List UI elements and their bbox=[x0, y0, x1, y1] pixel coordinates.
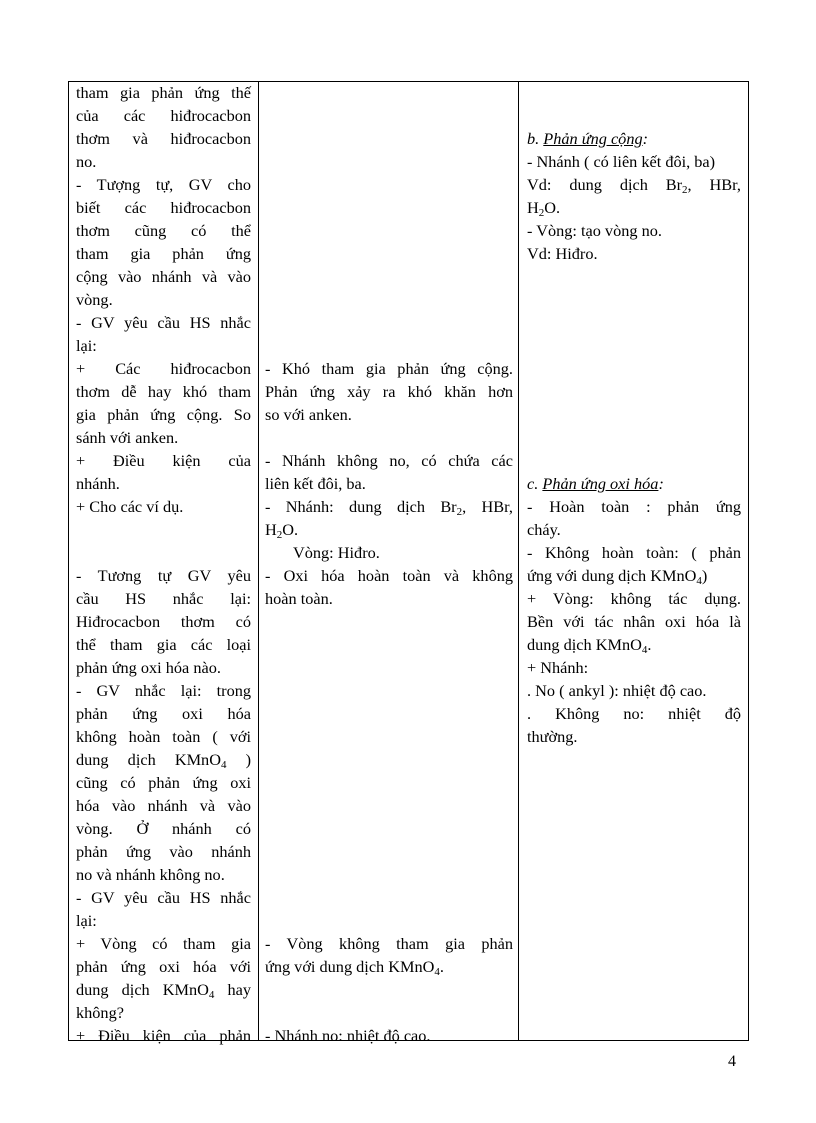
text-line: thơm cũng có thể bbox=[76, 221, 251, 240]
text-line: vòng. Ở nhánh có bbox=[76, 819, 251, 838]
lesson-table bbox=[68, 81, 749, 1045]
text-run: dung dịch KMnO bbox=[527, 635, 642, 654]
text-run: ) bbox=[701, 566, 708, 585]
text-run: ứng với dung dịch KMnO bbox=[527, 566, 697, 585]
text-line: lại: bbox=[76, 911, 97, 930]
text-line: - Tương tự GV yêu bbox=[76, 566, 251, 585]
text-run: - Nhánh: dung dịch Br bbox=[265, 497, 457, 516]
text-run: H bbox=[265, 520, 277, 539]
text-line: + Nhánh: bbox=[527, 658, 589, 677]
text-line bbox=[265, 496, 513, 519]
section-colon: : bbox=[658, 474, 664, 493]
text-line: no và nhánh không no. bbox=[76, 865, 225, 884]
text-line: Phản ứng xảy ra khó khăn hơn bbox=[265, 382, 513, 401]
text-line: - Hoàn toàn : phản ứng bbox=[527, 497, 741, 516]
text-line: liên kết đôi, ba. bbox=[265, 474, 366, 493]
text-line bbox=[76, 979, 251, 1002]
text-line: lại: bbox=[76, 336, 97, 355]
text-line: hoàn toàn. bbox=[265, 589, 333, 608]
subscript: 2 bbox=[276, 529, 283, 541]
text-line: Vd: Hiđro. bbox=[527, 244, 598, 263]
text-line: no. bbox=[76, 152, 97, 171]
text-line bbox=[527, 565, 741, 588]
text-line: Bền với tác nhân oxi hóa là bbox=[527, 612, 741, 631]
section-title: Phản ứng cộng bbox=[543, 129, 643, 148]
text-run: , HBr, bbox=[687, 175, 741, 194]
text-line: thơm dễ hay khó tham bbox=[76, 382, 251, 401]
text-line: phản ứng oxi hóa nào. bbox=[76, 658, 221, 677]
text-line bbox=[527, 174, 741, 197]
text-line bbox=[265, 956, 513, 979]
text-line: cộng vào nhánh và vào bbox=[76, 267, 251, 286]
text-line: hóa vào nhánh và vào bbox=[76, 796, 251, 815]
subscript: 2 bbox=[682, 184, 688, 196]
text-line: . Không no: nhiệt độ bbox=[527, 704, 741, 723]
student-activity-column bbox=[259, 82, 519, 1045]
text-run: hay bbox=[214, 980, 251, 999]
text-line: tham gia phản ứng bbox=[76, 244, 251, 263]
text-run: ứng với dung dịch KMnO bbox=[265, 957, 435, 976]
text-line: biết các hiđrocacbon bbox=[76, 198, 251, 217]
text-line: + Vòng: không tác dụng. bbox=[527, 589, 741, 608]
section-title: Phản ứng oxi hóa bbox=[542, 474, 659, 493]
text-line: - GV nhắc lại: trong bbox=[76, 681, 251, 700]
text-run: H bbox=[527, 198, 539, 217]
subscript: 4 bbox=[220, 759, 227, 771]
text-line bbox=[527, 197, 741, 220]
text-line: nhánh. bbox=[76, 474, 120, 493]
text-line: - Tượng tự, GV cho bbox=[76, 175, 251, 194]
text-line: không? bbox=[76, 1003, 124, 1022]
text-line: cũng có phản ứng oxi bbox=[76, 773, 251, 792]
text-line: thường. bbox=[527, 727, 578, 746]
subscript: 4 bbox=[208, 989, 215, 1001]
text-line: - Nhánh no: nhiệt độ cao. bbox=[265, 1026, 431, 1045]
text-line: - Oxi hóa hoàn toàn và không bbox=[265, 566, 513, 585]
text-run: . bbox=[647, 635, 652, 654]
text-run: O. bbox=[544, 198, 561, 217]
subscript: 2 bbox=[456, 506, 463, 518]
text-line: + Cho các ví dụ. bbox=[76, 497, 184, 516]
section-prefix: c. bbox=[527, 474, 543, 493]
text-line: . No ( ankyl ): nhiệt độ cao. bbox=[527, 681, 707, 700]
text-line: của các hiđrocacbon bbox=[76, 106, 251, 125]
text-line: phản ứng oxi hóa với bbox=[76, 957, 251, 976]
text-line: - Vòng không tham gia phản bbox=[265, 934, 513, 953]
text-line: + Điều kiện của bbox=[76, 451, 251, 470]
content-column bbox=[519, 82, 748, 1040]
subscript: 2 bbox=[538, 207, 545, 219]
text-line: tham gia phản ứng thế bbox=[76, 83, 251, 102]
text-run: ) bbox=[226, 750, 251, 769]
text-line: thơm và hiđrocacbon bbox=[76, 129, 251, 148]
text-line: so với anken. bbox=[265, 405, 352, 424]
section-heading bbox=[527, 128, 741, 151]
subscript: 4 bbox=[434, 966, 440, 978]
page-number: 4 bbox=[728, 1053, 736, 1070]
text-run: O. bbox=[282, 520, 299, 539]
text-run: Vd: dung dịch Br bbox=[527, 175, 683, 194]
text-line: không hoàn toàn ( với bbox=[76, 727, 251, 746]
text-line: cháy. bbox=[527, 520, 561, 539]
text-line bbox=[527, 634, 741, 657]
text-line: - Nhánh ( có liên kết đôi, ba) bbox=[527, 152, 716, 171]
text-run: dung dịch KMnO bbox=[76, 750, 221, 769]
section-colon: : bbox=[642, 129, 649, 148]
text-line: + Điều kiện của phản bbox=[76, 1026, 251, 1045]
text-line: - Nhánh không no, có chứa các bbox=[265, 451, 513, 470]
subscript: 4 bbox=[641, 644, 648, 656]
text-line: + Các hiđrocacbon bbox=[76, 359, 251, 378]
teacher-activity-column bbox=[69, 82, 259, 1045]
text-line: - GV yêu cầu HS nhắc bbox=[76, 888, 251, 907]
text-line: - GV yêu cầu HS nhắc bbox=[76, 313, 251, 332]
text-line: - Không hoàn toàn: ( phản bbox=[527, 543, 741, 562]
text-line: phản ứng oxi hóa bbox=[76, 704, 251, 723]
text-run: , HBr, bbox=[462, 497, 513, 516]
section-prefix: b. bbox=[527, 129, 544, 148]
text-line: gia phản ứng cộng. So bbox=[76, 405, 251, 424]
text-line: Vòng: Hiđro. bbox=[293, 543, 380, 562]
text-line: cầu HS nhắc lại: bbox=[76, 589, 251, 608]
text-line: thể tham gia các loại bbox=[76, 635, 251, 654]
text-line bbox=[76, 749, 251, 772]
text-run: dung dịch KMnO bbox=[76, 980, 209, 999]
text-line bbox=[265, 519, 513, 542]
section-heading bbox=[527, 473, 741, 496]
text-line: + Vòng có tham gia bbox=[76, 934, 251, 953]
text-line: Hiđrocacbon thơm có bbox=[76, 612, 251, 631]
subscript: 4 bbox=[696, 575, 702, 587]
text-run: . bbox=[439, 957, 444, 976]
text-line: phản ứng vào nhánh bbox=[76, 842, 251, 861]
text-line: vòng. bbox=[76, 290, 113, 309]
text-line: - Vòng: tạo vòng no. bbox=[527, 221, 662, 240]
text-line: sánh với anken. bbox=[76, 428, 179, 447]
text-line: - Khó tham gia phản ứng cộng. bbox=[265, 359, 513, 378]
